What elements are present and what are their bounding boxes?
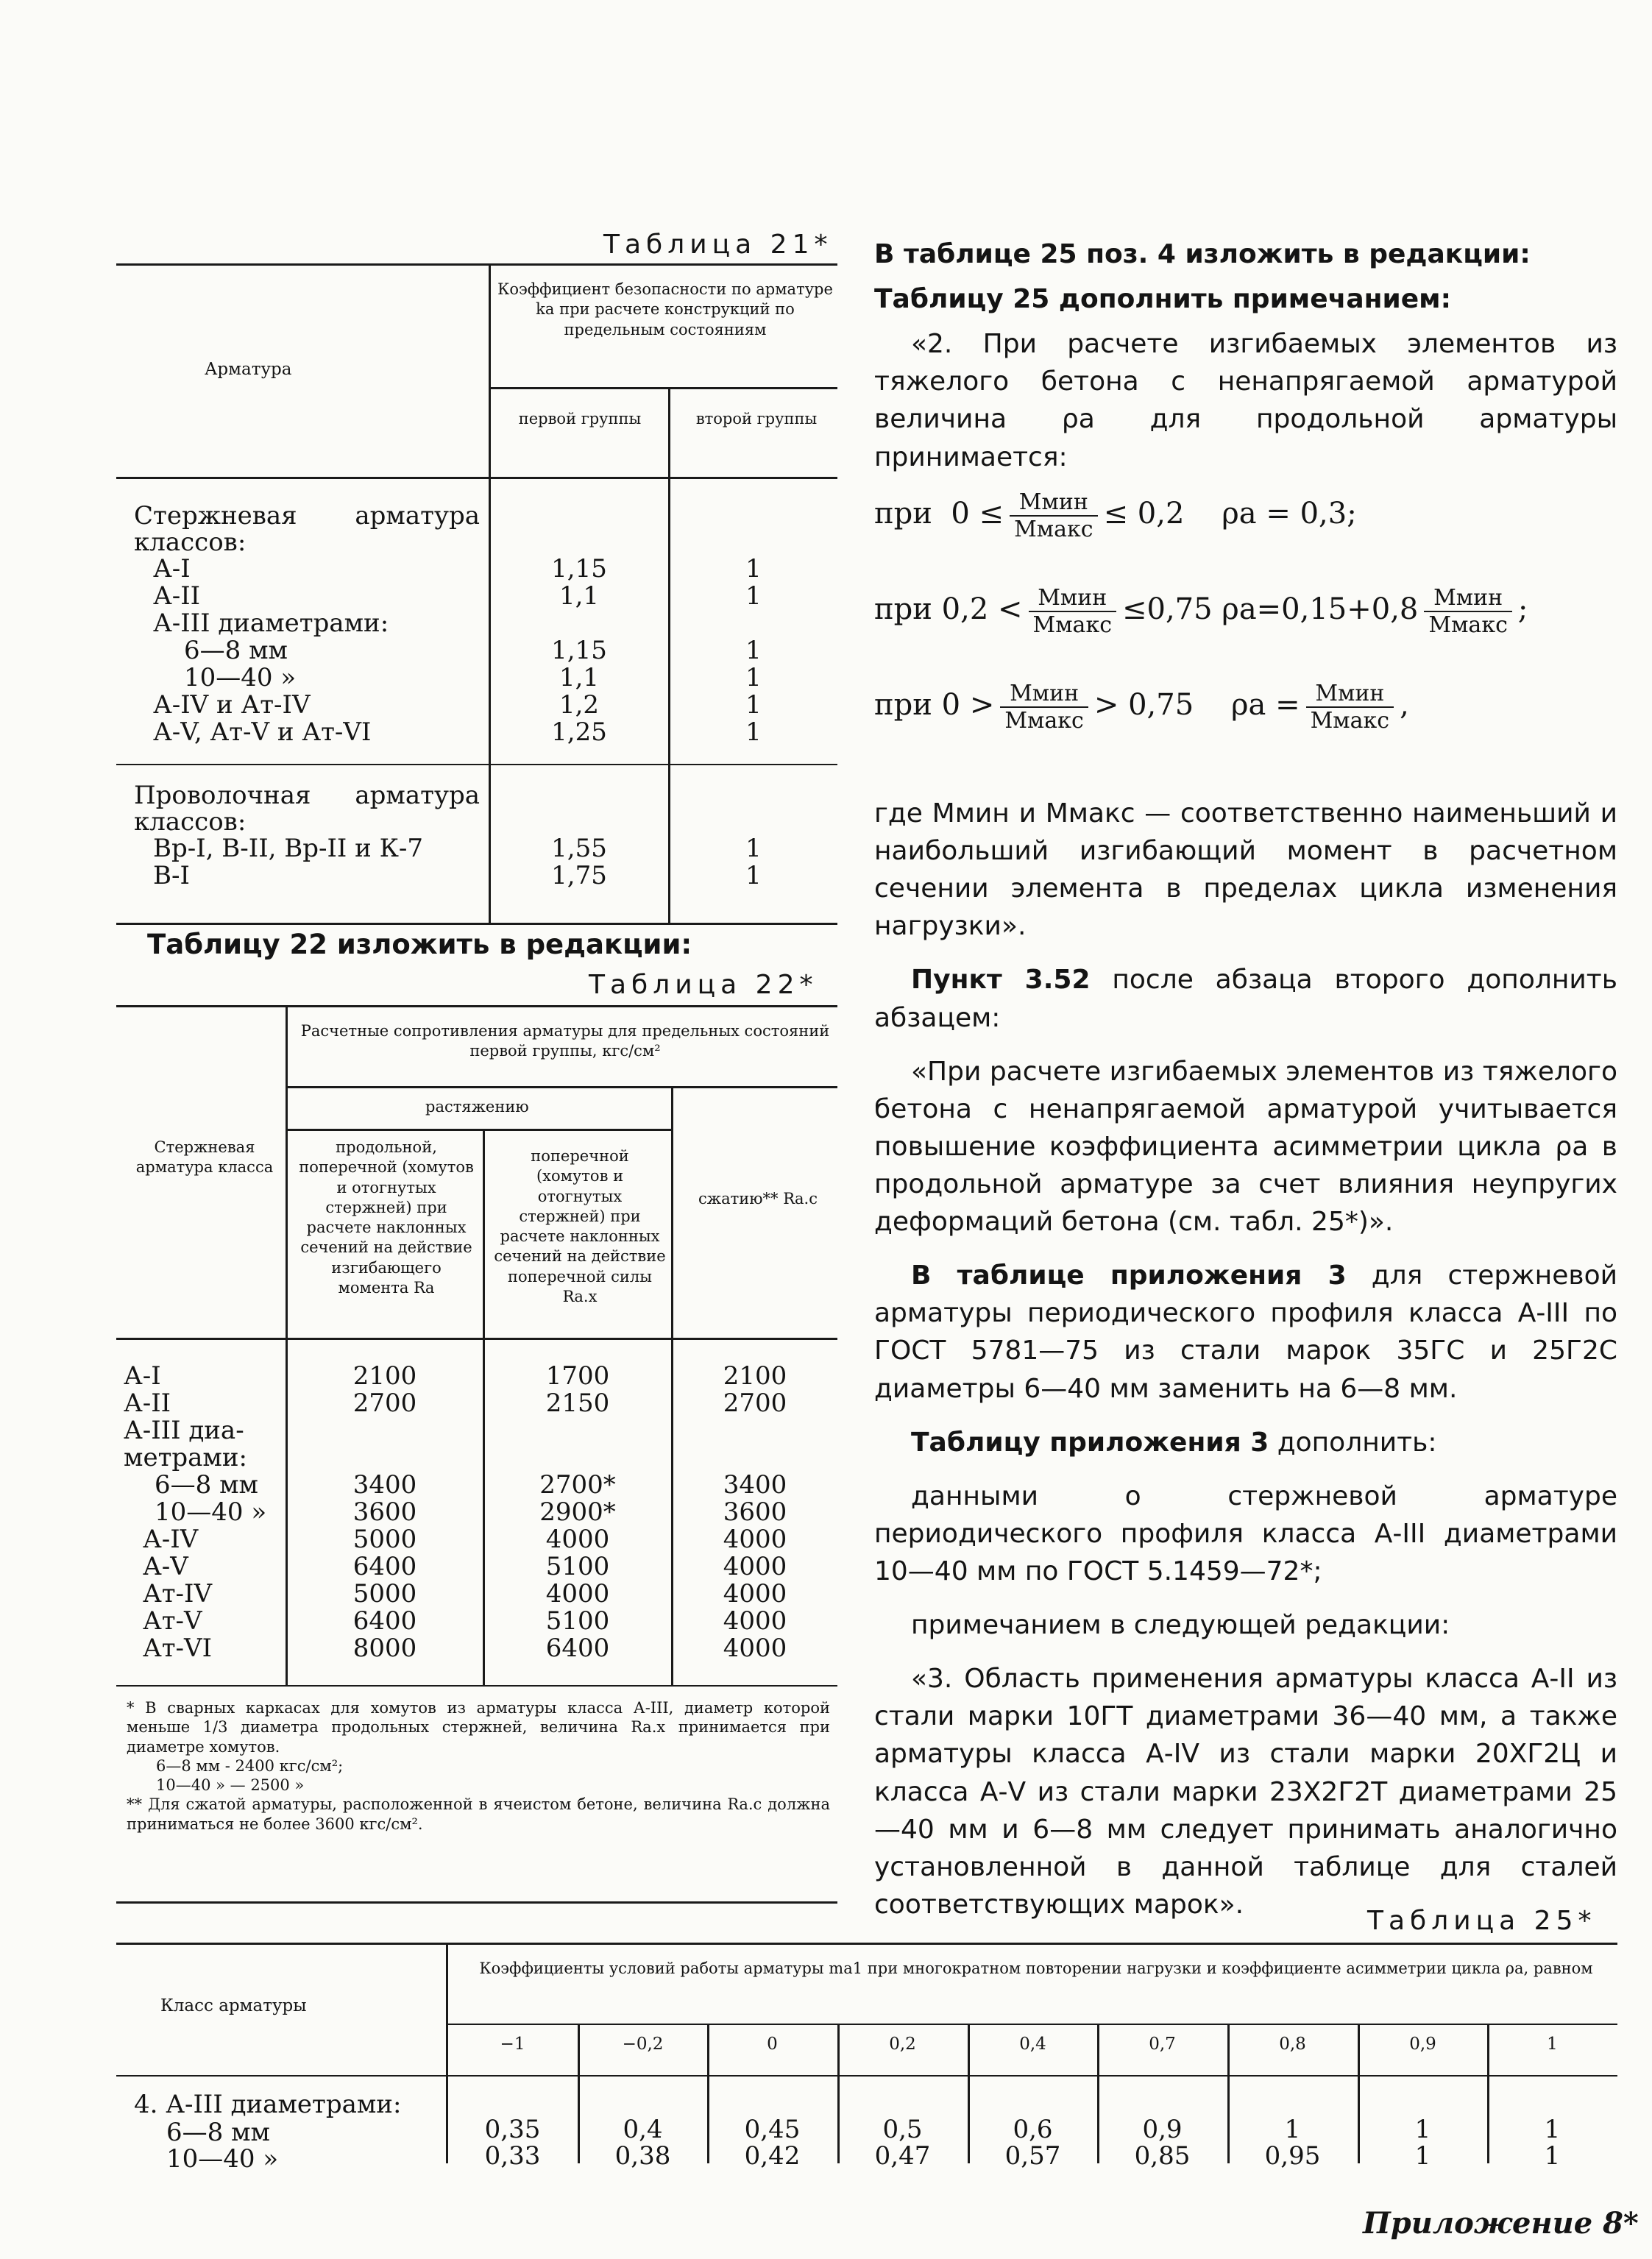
right-p6: «При расчете изгибаемых элементов из тяжелого бетона с ненапрягаемой арматурой учитывается повышение коэффициента асимметрии цикла ρа в продольной арматуре за счет влияния неупругих деформаций бетона (см. табл. 25*)».	[874, 1056, 1617, 1238]
t22-row-label: А-II	[124, 1389, 171, 1418]
right-p1: В таблице 25 поз. 4 изложить в редакции:	[874, 239, 1531, 269]
t21-row-v2: 1	[745, 690, 762, 720]
t22-row-c: 2100	[723, 1361, 787, 1391]
t25-row2-cell: 0,38	[614, 2141, 671, 2171]
t21-row-v1: 1,25	[551, 717, 607, 747]
t22-row-a: 5000	[352, 1525, 417, 1554]
t22-row-c: 4000	[723, 1634, 787, 1663]
formula-3-left: 0 >	[941, 688, 995, 722]
table-21	[116, 263, 837, 924]
t22-row-label: Ат-V	[143, 1606, 202, 1636]
right-p5	[874, 961, 1617, 1036]
formula-3-res: ρа =	[1231, 688, 1300, 722]
t22-row-c: 3400	[723, 1470, 787, 1500]
t25-row1-cell: 0,45	[744, 2115, 801, 2144]
right-p2: Таблицу 25 дополнить примечанием:	[874, 284, 1451, 315]
formula-2-den2: Mмакс	[1428, 612, 1508, 638]
formula-3-pri: при	[874, 688, 932, 722]
formula-1-num: Mмин	[1010, 489, 1098, 517]
t21-row-v1: 1,15	[551, 554, 607, 584]
t22-row-label: А-I	[124, 1361, 161, 1391]
t25-col-header: 0,4	[1019, 2035, 1046, 2054]
t22-row-a: 3400	[352, 1470, 417, 1500]
formula-1-right: ≤ 0,2	[1103, 497, 1185, 531]
t21-row-v2: 1	[745, 636, 762, 665]
t25-row1-cell: 1	[1544, 2115, 1561, 2144]
page-footer: Приложение 8*	[1363, 2206, 1639, 2241]
formula-1	[874, 489, 1357, 542]
t25-col-header: −1	[500, 2035, 525, 2054]
right-p8	[874, 1424, 1617, 1461]
t21-row-v2: 1	[745, 581, 762, 611]
t25-col-header: 1	[1547, 2035, 1558, 2054]
t22-footnote-2: 6—8 мм - 2400 кгс/см²;	[156, 1756, 344, 1775]
t25-col-head: Коэффициенты условий работы арматуры ma1 при многократном повторении нагрузки и коэффициенте асимметрии цикла ρа, равном	[479, 1960, 1593, 1977]
t22-row-b: 5100	[545, 1552, 610, 1581]
formula-2-num: Mмин	[1029, 585, 1117, 612]
t21-row-v2: 1	[745, 554, 762, 584]
t22-col-tension: растяжению	[425, 1098, 529, 1116]
right-p3: «2. При расчете изгибаемых элементов из тяжелого бетона с ненапрягаемой арматурой величина ρа для продольной арматуры принимается:	[874, 329, 1617, 472]
t25-label-3: 10—40 »	[166, 2144, 279, 2174]
t21-header-border	[116, 477, 837, 479]
formula-1-frac	[1010, 489, 1098, 542]
formula-2-num2: Mмин	[1424, 585, 1512, 612]
t21-row-label: 10—40 »	[184, 663, 297, 692]
t25-col-header: 0	[767, 2035, 778, 2054]
t21-row-label: В-I	[153, 861, 190, 890]
right-p11: «3. Область применения арматуры класса А-II из стали марки 10ГТ диаметрами 36—40 мм, а также арматуры класса А-IV из стали марки 20ХГ2Ц и класса А-V из стали марки 23Х2Г2Т диаметрами 25—40 мм и 6—8 мм следует принимать аналогично установленной в данной таблице для сталей соответствующих марок».	[874, 1664, 1617, 1920]
t22-row-b: 4000	[545, 1579, 610, 1609]
t22-row-a: 6400	[352, 1606, 417, 1636]
formula-3-frac2	[1306, 681, 1394, 734]
formula-1-left: 0 ≤	[951, 497, 1004, 531]
t22-footnote-border	[116, 1685, 837, 1687]
table-22	[116, 1005, 837, 1903]
t25-row1-cell: 0,6	[1013, 2115, 1053, 2144]
t22-bottom-border	[116, 1901, 837, 1904]
formula-2-end: ;	[1517, 592, 1528, 626]
formula-3-den: Mмакс	[1004, 708, 1084, 734]
t25-col-header: 0,9	[1409, 2035, 1436, 2054]
t25-row2-cell: 0,47	[874, 2141, 931, 2171]
t25-row1-cell: 1	[1414, 2115, 1431, 2144]
t22-row-b: 5100	[545, 1606, 610, 1636]
t25-row1-cell: 0,4	[623, 2115, 663, 2144]
formula-2-res: ρа=0,15+0,8	[1222, 592, 1419, 626]
t25-col-header: 0,7	[1149, 2035, 1176, 2054]
t22-col-comp: сжатию** Rа.с	[698, 1190, 818, 1207]
t21-group1-title: Стержневая арматура классов:	[134, 501, 480, 558]
formula-3-num: Mмин	[1000, 681, 1088, 708]
t21-row-v1: 1,75	[551, 861, 607, 890]
t22-row-c: 4000	[723, 1579, 787, 1609]
t22-sub2-border	[287, 1129, 673, 1131]
t25-col-header: 0,2	[889, 2035, 916, 2054]
t22-row-b: 2900*	[539, 1497, 616, 1527]
t21-col-g1: первой группы	[518, 410, 642, 428]
t22-top-border	[116, 1005, 837, 1007]
t22-row-c: 4000	[723, 1606, 787, 1636]
t22-col-long: продольной, поперечной (хомутов и отогнутых стержней) при расчете наклонных сечений на действие изгибающего момента Rа	[299, 1138, 474, 1297]
formula-3-frac	[1000, 681, 1088, 734]
t22-row-c: 4000	[723, 1552, 787, 1581]
formula-2-frac	[1029, 585, 1117, 638]
right-p8-text: дополнить:	[1269, 1427, 1437, 1458]
t22-row-label: метрами:	[124, 1443, 247, 1472]
t22-row-b: 4000	[545, 1525, 610, 1554]
t21-row-label: А-I	[153, 554, 191, 584]
formula-2-right: ≤0,75	[1122, 592, 1213, 626]
t21-row-v1: 1,15	[551, 636, 607, 665]
t21-subheader-border	[490, 387, 837, 389]
formula-1-den: Mмакс	[1014, 517, 1093, 542]
t25-row1-cell: 1	[1284, 2115, 1301, 2144]
t22-row-a: 6400	[352, 1552, 417, 1581]
right-p7-bold: В таблице приложения 3	[911, 1260, 1347, 1291]
t21-col-armatura: Арматура	[205, 360, 292, 379]
formula-2-left: 0,2 <	[941, 592, 1023, 626]
t22-row-a: 3600	[352, 1497, 417, 1527]
formula-1-res: ρа = 0,3;	[1222, 497, 1357, 531]
t22-row-a: 2700	[352, 1389, 417, 1418]
t22-row-c: 2700	[723, 1389, 787, 1418]
t21-caption: Таблица 21*	[603, 230, 833, 260]
t22-row-b: 2150	[545, 1389, 610, 1418]
right-p10: примечанием в следующей редакции:	[911, 1610, 1450, 1641]
t22-footnote-1: * В сварных каркасах для хомутов из арматуры класса А-III, диаметр которой меньше 1/3 диаметра продольных стержней, величина Rа.х принимается при диаметре хомутов.	[127, 1699, 830, 1756]
t21-row-label: А-II	[153, 581, 201, 611]
t22-row-b: 2700*	[539, 1470, 616, 1500]
right-p7-text: для стержневой арматуры периодического профиля класса А-III по ГОСТ 5781—75 из стали марок 35ГС и 25Г2С диаметры 6—40 мм заменить на 6—8 мм.	[874, 1260, 1618, 1404]
t22-col-class: Стержневая арматура класса	[135, 1138, 274, 1177]
t25-row2-cell: 0,42	[744, 2141, 801, 2171]
t21-row-v2: 1	[745, 861, 762, 890]
t21-row-v1: 1,2	[559, 690, 600, 720]
right-column-lower	[874, 795, 1617, 1923]
t25-row2-cell: 0,33	[484, 2141, 541, 2171]
t21-row-v1: 1,1	[559, 581, 600, 611]
t21-row-v2: 1	[745, 717, 762, 747]
t22-row-label: А-V	[143, 1552, 188, 1581]
right-p4: где Mмин и Mмакс — соответственно наименьший и наибольший изгибающий момент в расчетном сечении элемента в пределах цикла изменения нагрузки».	[874, 798, 1617, 942]
formula-3-end: ,	[1400, 688, 1409, 722]
t25-row2-cell: 0,95	[1264, 2141, 1321, 2171]
t25-label-2: 6—8 мм	[166, 2118, 270, 2147]
formula-1-pri: при	[874, 497, 932, 531]
t22-row-label: 10—40 »	[155, 1497, 267, 1527]
t21-row-v1: 1,55	[551, 834, 607, 863]
t22-lead: Таблицу 22 изложить в редакции:	[147, 929, 692, 960]
t22-row-label: Ат-IV	[143, 1579, 213, 1609]
t22-footnote-3: 10—40 » — 2500 »	[156, 1776, 305, 1794]
t25-col-header: 0,8	[1279, 2035, 1306, 2054]
t22-row-c: 3600	[723, 1497, 787, 1527]
t21-row-label: А-III диаметрами:	[153, 609, 389, 638]
t22-row-a: 8000	[352, 1634, 417, 1663]
table-25	[116, 1943, 1617, 2174]
t21-row-v2: 1	[745, 834, 762, 863]
t22-row-label: Ат-VI	[143, 1634, 213, 1663]
t22-row-c: 4000	[723, 1525, 787, 1554]
right-p5-bold: Пункт 3.52	[911, 965, 1091, 996]
t22-caption: Таблица 22*	[589, 970, 818, 1000]
t21-group-border	[116, 764, 837, 765]
t25-label-1: 4. А-III диаметрами:	[134, 2090, 402, 2119]
t22-header-border	[116, 1338, 837, 1340]
t22-row-label: А-IV	[143, 1525, 199, 1554]
t25-row2-cell: 1	[1544, 2141, 1561, 2171]
t21-row-label: Вр-I, В-II, Вр-II и К-7	[153, 834, 424, 863]
t22-row-b: 1700	[545, 1361, 610, 1391]
formula-2-frac2	[1424, 585, 1512, 638]
t21-row-label: А-V, Ат-V и Ат-VI	[153, 717, 372, 747]
t22-row-b: 6400	[545, 1634, 610, 1663]
t25-row2-cell: 0,85	[1134, 2141, 1191, 2171]
t21-group2-title: Проволочная арматура классов:	[134, 781, 480, 837]
formula-3-num2: Mмин	[1306, 681, 1394, 708]
t22-footnote-4: ** Для сжатой арматуры, расположенной в ячеистом бетоне, величина Rа.с должна приниматься не более 3600 кгс/см².	[127, 1795, 830, 1833]
t21-row-label: 6—8 мм	[184, 636, 288, 665]
right-column	[874, 235, 1617, 489]
t22-row-label: 6—8 мм	[155, 1470, 258, 1500]
t21-col-g2: второй группы	[695, 410, 818, 428]
t25-columns	[116, 1943, 1617, 2171]
t25-row1-cell: 0,35	[484, 2115, 541, 2144]
formula-2	[874, 585, 1528, 638]
t22-col-head: Расчетные сопротивления арматуры для предельных состояний первой группы, кгс/см²	[300, 1022, 830, 1060]
t25-caption: Таблица 25*	[1367, 1906, 1597, 1936]
t22-footnotes	[127, 1698, 830, 1834]
t21-top-border	[116, 263, 837, 266]
t22-row-a: 5000	[352, 1579, 417, 1609]
t21-row-label: А-IV и Ат-IV	[153, 690, 311, 720]
right-p7	[874, 1257, 1617, 1407]
formula-3-den2: Mмакс	[1310, 708, 1390, 734]
t21-col-koef: Коэффициент безопасности по арматуре kа при расчете конструкций по предельным состояниям	[497, 280, 833, 338]
formula-3-right: > 0,75	[1093, 688, 1194, 722]
t25-col-class: Класс арматуры	[160, 1996, 307, 2015]
t22-col-trans: поперечной (хомутов и отогнутых стержней) при расчете наклонных сечений на действие поперечной силы Rа.х	[494, 1147, 666, 1306]
t25-row2-cell: 0,57	[1004, 2141, 1061, 2171]
right-p5-text: после абзаца второго дополнить абзацем:	[874, 965, 1617, 1033]
t22-row-a: 2100	[352, 1361, 417, 1391]
t22-sub1-border	[287, 1086, 837, 1088]
t21-row-v2: 1	[745, 663, 762, 692]
t25-row1-cell: 0,9	[1142, 2115, 1183, 2144]
t25-row1-cell: 0,5	[882, 2115, 923, 2144]
t25-col-header: −0,2	[622, 2035, 664, 2054]
formula-2-den: Mмакс	[1032, 612, 1112, 638]
formula-2-pri: при	[874, 592, 932, 626]
right-p8-bold: Таблицу приложения 3	[911, 1427, 1269, 1458]
t22-row-label: А-III диа-	[124, 1416, 244, 1445]
t25-row2-cell: 1	[1414, 2141, 1431, 2171]
t21-bottom-border	[116, 923, 837, 925]
formula-3	[874, 681, 1409, 734]
t21-row-v1: 1,1	[559, 663, 600, 692]
right-p9: данными о стержневой арматуре периодического профиля класса А-III диаметрами 10—40 мм по ГОСТ 5.1459—72*;	[874, 1480, 1617, 1586]
